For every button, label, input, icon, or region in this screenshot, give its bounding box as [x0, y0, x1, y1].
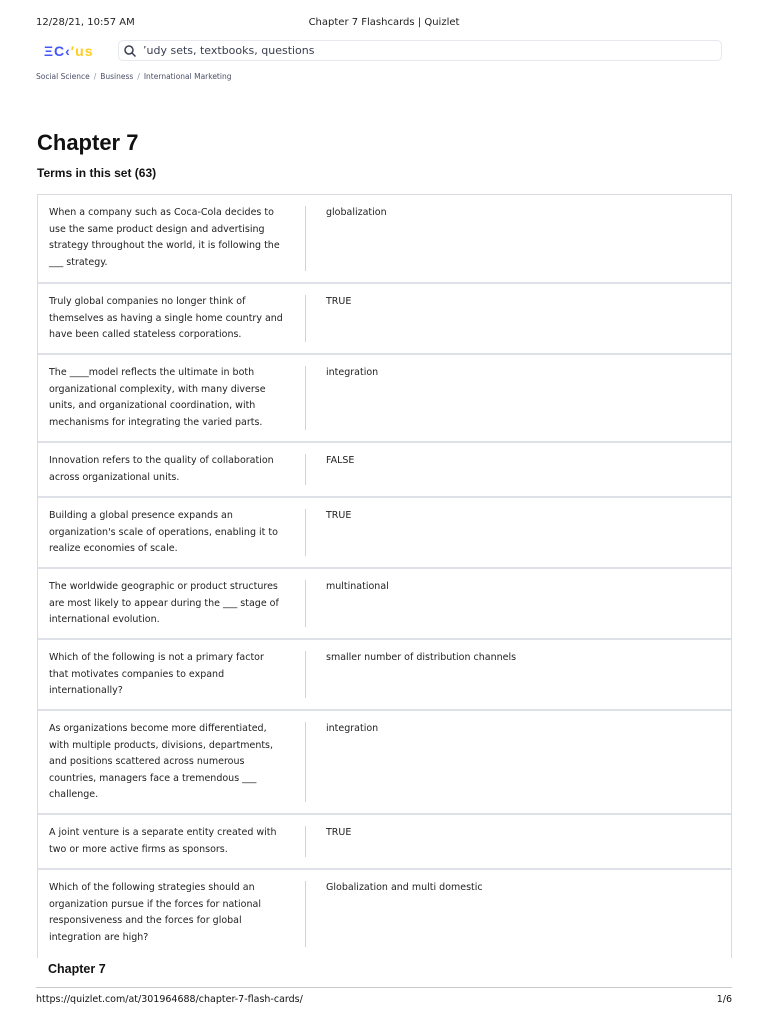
row-divider: [305, 881, 306, 947]
definition-text: TRUE: [326, 827, 352, 838]
term-row: [38, 498, 731, 569]
term-text: When a company such as Coca-Cola decides to use the same product design and advertising strategy throughout the world, it is following the ___ strategy.: [49, 207, 280, 268]
topbar: [36, 40, 722, 62]
term-text: Which of the following strategies should an organization pursue if the forces for national responsiveness and the forces for global integration are high?: [49, 882, 261, 943]
definition-text: integration: [326, 723, 379, 734]
definition-text: multinational: [326, 581, 389, 592]
page-number: 1/6: [716, 994, 732, 1005]
definition-text: smaller number of distribution channels: [326, 652, 517, 663]
print-header: [36, 17, 732, 31]
definition-text: TRUE: [326, 510, 352, 521]
definition-text: Globalization and multi domestic: [326, 882, 483, 893]
term-row: [38, 640, 731, 711]
terms-table: [37, 194, 732, 958]
definition-text: TRUE: [326, 296, 352, 307]
term-row: [38, 569, 731, 640]
term-text: Building a global presence expands an organization's scale of operations, enabling it to realize economies of scale.: [49, 510, 278, 555]
breadcrumb-international-marketing[interactable]: International Marketing: [143, 72, 232, 81]
row-divider: [305, 295, 306, 342]
breadcrumb-separator: /: [93, 72, 97, 81]
logo-part-2: ′us: [70, 43, 94, 59]
breadcrumb-business[interactable]: Business: [100, 72, 134, 81]
print-date: 12/28/21, 10:57 AM: [36, 17, 135, 28]
breadcrumb-separator: /: [137, 72, 140, 81]
row-divider: [305, 651, 306, 698]
term-row: [38, 711, 731, 815]
logo-part-1: ΞC‹: [44, 43, 71, 59]
footer-set-title: Chapter 7: [48, 962, 106, 976]
breadcrumb-social-science[interactable]: Social Science: [36, 72, 90, 81]
search-icon: [123, 44, 137, 58]
definition-text: FALSE: [326, 455, 355, 466]
term-row: [38, 870, 731, 958]
term-text: A joint venture is a separate entity created with two or more active firms as sponsors.: [49, 827, 277, 855]
definition-text: integration: [326, 367, 379, 378]
breadcrumb: [36, 72, 231, 81]
row-divider: [305, 366, 306, 430]
search-input[interactable]: ’udy sets, textbooks, questions: [143, 44, 315, 57]
search-bar[interactable]: [118, 40, 722, 61]
term-row: [38, 355, 731, 443]
terms-heading: Terms in this set (63): [37, 166, 157, 180]
row-divider: [305, 826, 306, 857]
term-text: Innovation refers to the quality of collaboration across organizational units.: [49, 455, 274, 483]
term-text: Truly global companies no longer think of themselves as having a single home country and have been called stateless corporations.: [49, 296, 283, 341]
definition-text: globalization: [326, 207, 387, 218]
row-divider: [305, 722, 306, 802]
row-divider: [305, 509, 306, 556]
term-row: [38, 815, 731, 870]
footer-divider: [36, 987, 732, 988]
row-divider: [305, 206, 306, 271]
print-doc-title: Chapter 7 Flashcards | Quizlet: [308, 17, 460, 28]
term-text: The worldwide geographic or product structures are most likely to appear during the ___ stage of international evolution.: [49, 581, 279, 626]
term-row: [38, 443, 731, 498]
term-text: As organizations become more differentiated, with multiple products, divisions, departments, and positions scattered across numerous countries, managers face a tremendous ___ challenge.: [49, 723, 274, 801]
row-divider: [305, 454, 306, 485]
quizlet-logo[interactable]: [36, 40, 116, 62]
print-url: https://quizlet.com/at/301964688/chapter-7-flash-cards/: [36, 994, 303, 1005]
term-row: [38, 195, 731, 284]
term-text: The ____model reflects the ultimate in both organizational complexity, with many diverse units, and organizational coordination, with mechanisms for integrating the varied parts.: [49, 367, 266, 428]
row-divider: [305, 580, 306, 627]
set-title: Chapter 7: [37, 130, 139, 155]
term-row: [38, 284, 731, 355]
print-footer: [36, 994, 732, 1005]
term-text: Which of the following is not a primary factor that motivates companies to expand internationally?: [49, 652, 264, 697]
